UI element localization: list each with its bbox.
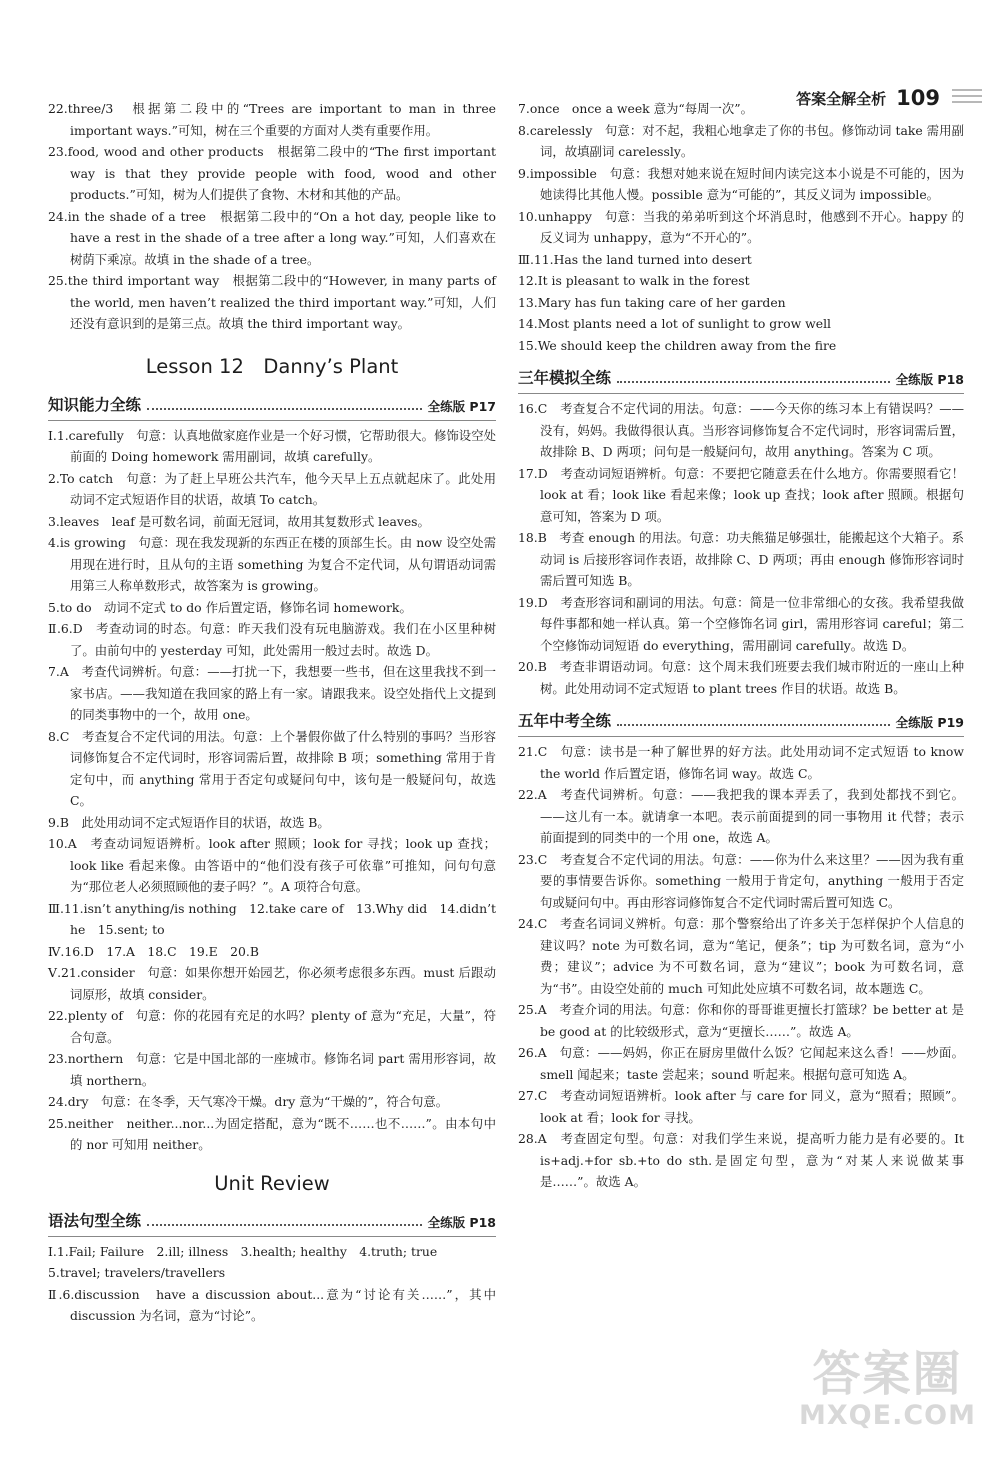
answer-item: 20.B 考查非谓语动词。句意：这个周末我们班要去我们城市附近的一座山上种树。此处用动词不定式短语 to plant trees 作目的状语。故选 B。 <box>518 659 964 696</box>
answer-item: 21.C 句意：读书是一种了解世界的好方法。此处用动词不定式短语 to know the world 作后置定语，修饰名词 way。故选 C。 <box>518 744 964 781</box>
answer-item: 23.food, wood and other products 根据第二段中的“The first important way is that they provide people with food, wood and other products.”可知，树为人们提供了食物、木材和其他的产品。 <box>48 144 496 202</box>
answer-item: 25.neither neither...nor...为固定搭配，意为“既不……也不……”。由本句中的 nor 可知用 neither。 <box>48 1115 496 1152</box>
left-column <box>48 98 496 1327</box>
answer-list-right-mid <box>518 398 964 699</box>
answer-item: 10.unhappy 句意：当我的弟弟听到这个坏消息时，他感到不开心。happy 的反义词为 unhappy，意为“不开心的”。 <box>518 208 964 245</box>
section-ref: 全练版 P19 <box>895 715 964 730</box>
answer-list-left-mid <box>48 425 496 1156</box>
answer-item: 7.A 考查代词辨析。句意：——打扰一下，我想要一些书，但在这里我找不到一家书店。——我知道在我回家的路上有一家。请跟我来。设空处指代上文提到的同类事物中的一个，故用 one。 <box>48 664 496 722</box>
section-name: 三年模拟全练 <box>518 369 612 387</box>
answer-item: Ⅱ.6.D 考查动词的时态。句意：昨天我们没有玩电脑游戏。我们在小区里种树了。由前句中的 yesterday 可知，此处需用一般过去时。故选 D。 <box>48 621 496 658</box>
answer-item: 19.D 考查形容词和副词的用法。句意：简是一位非常细心的女孩。我希望我做每件事都和她一样认真。第一个空修饰名词 girl，需用形容词 careful；第二个空修饰动词短语 do everything，需用副词 carefully。故选 D。 <box>518 594 964 653</box>
section-name: 语法句型全练 <box>48 1211 142 1230</box>
section-name: 五年中考全练 <box>518 712 612 730</box>
answer-item: 8.C 考查复合不定代词的用法。句意：上个暑假你做了什么特别的事吗？当形容词修饰复合不定代词时，形容词需后置，故排除 B 项；something 常用于肯定句中，而 anything 常用于否定句或疑问句中，该句是一般疑问句，故选 C。 <box>48 728 496 808</box>
page-number: 109 <box>896 86 940 110</box>
watermark-logo-text: 答案圈 <box>812 1346 963 1402</box>
right-column <box>518 98 964 1193</box>
answer-item: 3.leaves leaf 是可数名词，前面无冠词，故用其复数形式 leaves。 <box>48 513 430 529</box>
answer-item: 23.northern 句意：它是中国北部的一座城市。修饰名词 part 需用形容词，故填 northern。 <box>48 1051 496 1088</box>
section-header-three-year <box>518 362 964 388</box>
section-name: 知识能力全练 <box>48 395 142 414</box>
answer-item: 5.travel; travelers/travellers <box>48 1265 226 1280</box>
answer-item: 18.B 考查 enough 的用法。句意：功夫熊猫足够强壮，能搬起这个大箱子。系动词 is 后接形容词作表语，故排除 C、D 两项；再由 enough 修饰形容词时需后置可知选 B。 <box>518 530 964 588</box>
answer-item: Ⅲ.11.isn’t anything/is nothing 12.take care of 13.Why did 14.didn’t he 15.sent; to <box>48 900 496 937</box>
section-ref: 全练版 P18 <box>427 1214 496 1230</box>
answer-item: 10.A 考查动词短语辨析。look after 照顾；look for 寻找；look up 查找；look like 看起来像。由答语中的“他们没有孩子可依靠”可推知，问句句意为“那位老人必须照顾他的妻子吗？”。A 项符合句意。 <box>48 836 496 894</box>
header-label: 答案全解全析 <box>796 89 887 108</box>
answer-item: 24.C 考查名词词义辨析。句意：那个警察给出了许多关于怎样保护个人信息的建议吗？note 为可数名词，意为“笔记，便条”；tip 为可数名词，意为“小费；建议”；advice 为不可数名词，意为“建议”；book 为可数名词，意为“书”。由设空处前的 much 可知此处应填不可数名词，故本题选 C。 <box>518 916 964 996</box>
answer-item: Ⅳ.16.D 17.A 18.C 19.E 20.B <box>48 943 259 959</box>
answer-item: 7.once once a week 意为“每周一次”。 <box>518 101 754 116</box>
answer-item: Ⅰ.1.carefully 句意：认真地做家庭作业是一个好习惯，它帮助很大。修饰设空处前面的 Doing homework 需用副词，故填 carefully。 <box>48 427 496 464</box>
answer-item: 27.C 考查动词短语辨析。look after 与 care for 同义，意为“照看；照顾”。look at 看；look for 寻找。 <box>518 1088 964 1125</box>
answer-item: 5.to do 动词不定式 to do 作后置定语，修饰名词 homework。 <box>48 599 412 615</box>
answer-list-right-top <box>518 98 964 356</box>
section-ref: 全练版 P17 <box>427 398 496 414</box>
answer-item: 22.plenty of 句意：你的花园有充足的水吗？plenty of 意为“充足，大量”，符合句意。 <box>48 1008 496 1045</box>
answer-item: Ⅱ.6.discussion have a discussion about...意为“讨论有关……”，其中 discussion 为名词，意为“讨论”。 <box>48 1286 496 1323</box>
answer-item: 8.carelessly 句意：对不起，我粗心地拿走了你的书包。修饰动词 take 需用副词，故填副词 carelessly。 <box>518 122 964 159</box>
answer-item: 17.D 考查动词短语辨析。句意：不要把它随意丢在什么地方。你需要照看它！look at 看；look like 看起来像；look up 查找；look after 照顾。根据句意可知，答案为 D 项。 <box>518 465 964 524</box>
answer-item: 26.A 句意：——妈妈，你正在厨房里做什么饭？它闻起来这么香！——炒面。smell 闻起来；taste 尝起来；sound 听起来。根据句意可知选 A。 <box>518 1045 964 1082</box>
answer-item: 16.C 考查复合不定代词的用法。句意：——今天你的练习本上有错误吗？——没有，妈妈。我做得很认真。当形容词修饰复合不定代词时，形容词需后置，故排除 B、D 两项；问句是一般疑问句，故用 anything。答案为 C 项。 <box>518 401 964 459</box>
answer-item: Ⅲ.11.Has the land turned into desert <box>518 251 752 267</box>
answer-item: 14.Most plants need a lot of sunlight to grow well <box>518 316 832 331</box>
section-header-knowledge <box>48 389 496 415</box>
watermark <box>795 1348 980 1431</box>
answer-item: 12.It is pleasant to walk in the forest <box>518 273 750 288</box>
answer-item: 24.in the shade of a tree 根据第二段中的“On a hot day, people like to have a rest in the shade of a tree after a long way.”可知，人们喜欢在树荫下乘凉。故填 in the shade of a tree。 <box>48 208 496 267</box>
section-ref: 全练版 P18 <box>895 372 964 387</box>
watermark-domain: MXQE.COM <box>799 1400 976 1431</box>
answer-item: 9.impossible 句意：我想对她来说在短时间内读完这本小说是不可能的，因为她读得比其他人慢。possible 意为“可能的”，其反义词为 impossible。 <box>518 165 964 202</box>
answer-item: 13.Mary has fun taking care of her garden <box>518 294 786 310</box>
answer-item: 22.A 考查代词辨析。句意：——我把我的课本弄丢了，我到处都找不到它。——这儿有一本。就请拿一本吧。表示前面提到的同一事物用 it 代替；表示前面提到的同类中的一个用 one，故选 A。 <box>518 787 964 845</box>
answer-item: 28.A 考查固定句型。句意：对我们学生来说，提高听力能力是有必要的。It is+adj.+for sb.+to do sth.是固定句型，意为“对某人来说做某事是……”。故选 A。 <box>518 1131 964 1189</box>
answer-item: 25.A 考查介词的用法。句意：你和你的哥哥谁更擅长打篮球？be better at 是 be good at 的比较级形式，意为“更擅长……”。故选 A。 <box>518 1002 964 1039</box>
answer-item: 9.B 此处用动词不定式短语作目的状语，故选 B。 <box>48 814 330 830</box>
answer-list-left-bottom <box>48 1241 496 1327</box>
answer-item: 25.the third important way 根据第二段中的“However, in many parts of the world, men haven’t realized the third important way.”可知，人们还没有意识到的是第三点。故填 the third important way。 <box>48 273 496 331</box>
answer-list-left-top <box>48 98 496 335</box>
answer-list-right-bottom <box>518 741 964 1193</box>
lesson-title: Lesson 12 Danny’s Plant <box>145 354 399 378</box>
unit-title: Unit Review <box>214 1171 330 1195</box>
answer-item: 2.To catch 句意：为了赶上早班公共汽车，他今天早上五点就起床了。此处用动词不定式短语作目的状语，故填 To catch。 <box>48 470 496 507</box>
section-header-grammar <box>48 1205 496 1231</box>
answer-item: 15.We should keep the children away from the fire <box>518 337 837 353</box>
answer-item: Ⅴ.21.consider 句意：如果你想开始园艺，你必须考虑很多东西。must 后跟动词原形，故填 consider。 <box>48 965 496 1002</box>
answer-item: 24.dry 句意：在冬季，天气寒冷干燥。dry 意为“干燥的”，符合句意。 <box>48 1094 449 1109</box>
answer-item: 23.C 考查复合不定代词的用法。句意：——你为什么来这里？——因为我有重要的事情要告诉你。something 一般用于肯定句，anything 一般用于否定句或疑问句中。再由形容词修饰复合不定代词时需后置可知选 C。 <box>518 851 964 910</box>
answer-item: 4.is growing 句意：现在我发现新的东西正在楼的顶部生长。由 now 设空处需用现在进行时，且从句的主语 something 为复合不定代词，从句谓语动词需用第三人称单数形式，故答案为 is growing。 <box>48 535 496 593</box>
section-header-five-year <box>518 705 964 731</box>
answer-item: Ⅰ.1.Fail; Failure 2.ill; illness 3.health; healthy 4.truth; true <box>48 1243 438 1259</box>
answer-item: 22.three/3 根据第二段中的“Trees are important to man in three important ways.”可知，树在三个重要的方面对人类有重要作用。 <box>48 101 496 138</box>
